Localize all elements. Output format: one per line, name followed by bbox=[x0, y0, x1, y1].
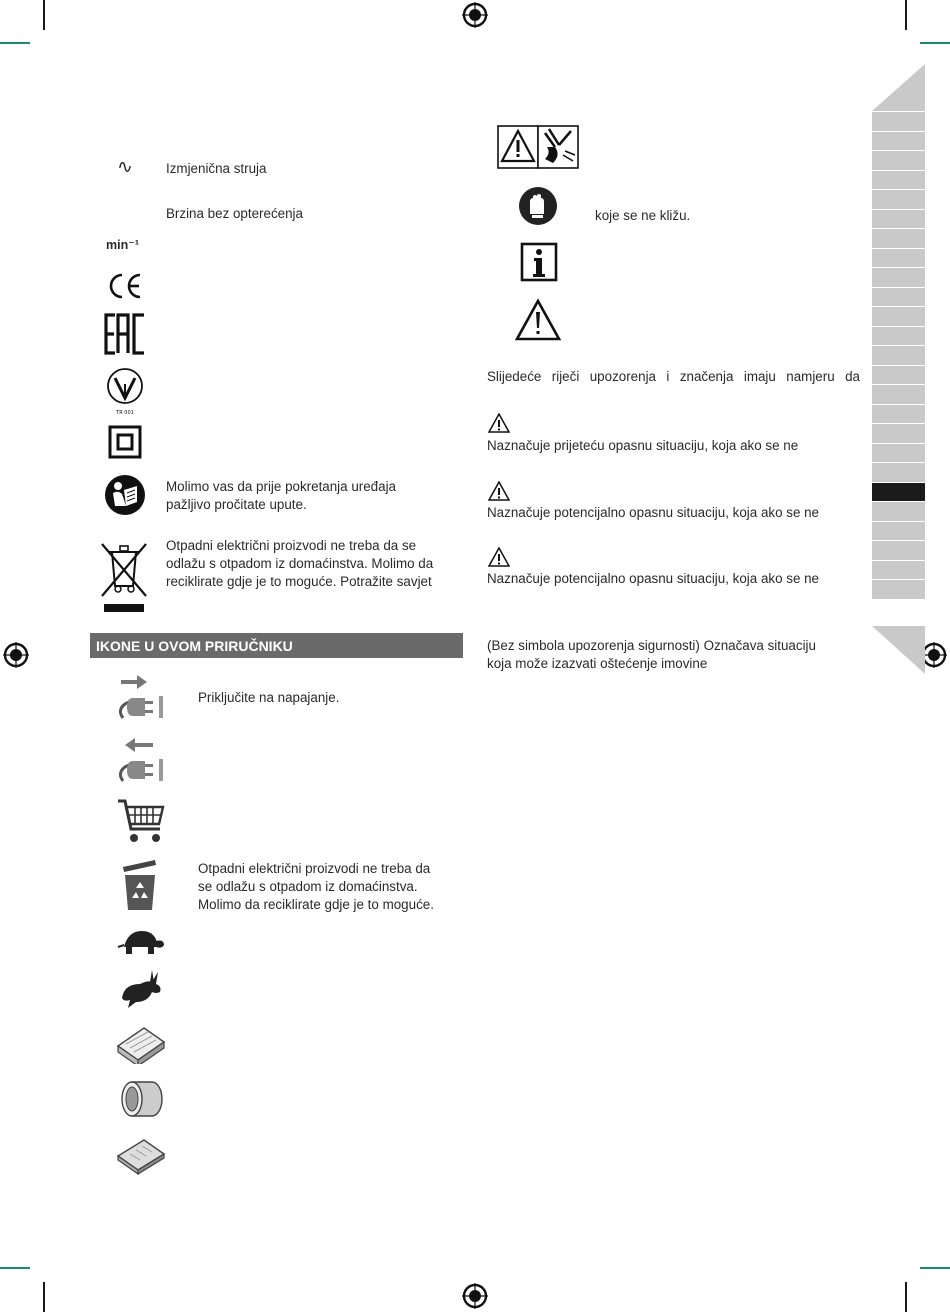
ce-mark-icon bbox=[107, 272, 143, 300]
notice-line: (Bez simbola upozorenja sigurnosti) Označava situaciju bbox=[487, 638, 816, 653]
language-tab bbox=[872, 151, 925, 171]
language-tab bbox=[872, 385, 925, 405]
notice-text bbox=[487, 637, 867, 673]
language-tab bbox=[872, 268, 925, 288]
signal-words-intro: Slijedeće riječi upozorenja i značenja imaju namjeru da bbox=[487, 369, 860, 384]
registration-target-icon bbox=[462, 1283, 488, 1309]
language-tab bbox=[872, 424, 925, 444]
metal-sheet-icon bbox=[116, 1136, 166, 1176]
language-tab bbox=[872, 171, 925, 191]
registration-target-icon bbox=[3, 642, 29, 668]
language-tab bbox=[872, 229, 925, 249]
ac-tilde-icon: ∿ bbox=[117, 156, 133, 178]
crop-mark bbox=[43, 0, 45, 30]
unplug-icon bbox=[115, 733, 167, 785]
language-tab bbox=[872, 366, 925, 386]
weee-line: odlažu s otpadom iz domaćinstva. Molimo da bbox=[166, 556, 434, 571]
read-manual-text bbox=[166, 478, 456, 514]
recycle-bin-icon bbox=[119, 858, 161, 912]
caution-text: Naznačuje potencijalno opasnu situaciju, koja ako se ne bbox=[487, 571, 820, 586]
language-tab bbox=[872, 249, 925, 269]
caution-triangle-icon bbox=[515, 298, 561, 342]
language-tab bbox=[872, 541, 925, 561]
language-tab bbox=[872, 444, 925, 464]
read-manual-line: pažljivo pročitate upute. bbox=[166, 497, 307, 512]
plug-in-label: Priključite na napajanje. bbox=[198, 690, 340, 705]
language-tab bbox=[872, 580, 925, 600]
notice-line: koja može izazvati oštećenje imovine bbox=[487, 656, 708, 671]
language-tab bbox=[872, 210, 925, 230]
recycle-line: se odlažu s otpadom iz domaćinstva. bbox=[198, 879, 418, 894]
warning-text: Naznačuje potencijalno opasnu situaciju, koja ako se ne bbox=[487, 505, 820, 520]
ukraine-conformity-icon bbox=[105, 366, 145, 416]
rpm-unit-icon: min⁻¹ bbox=[106, 238, 139, 252]
crop-mark bbox=[0, 1267, 30, 1269]
rabbit-fast-icon bbox=[118, 970, 164, 1010]
crop-mark bbox=[905, 1282, 907, 1312]
caution-warning-icon bbox=[488, 547, 510, 567]
crop-mark bbox=[905, 0, 907, 30]
read-manual-icon bbox=[104, 474, 146, 516]
warning-hand-cut-icon bbox=[497, 125, 581, 169]
registration-target-icon bbox=[462, 2, 488, 28]
language-tab bbox=[872, 132, 925, 152]
language-tab bbox=[872, 327, 925, 347]
danger-text: Naznačuje prijeteću opasnu situaciju, koja ako se ne bbox=[487, 438, 799, 453]
weee-line: Otpadni električni proizvodi ne treba da se bbox=[166, 538, 417, 553]
language-tab bbox=[872, 307, 925, 327]
danger-warning-icon bbox=[488, 413, 510, 433]
double-insulation-icon bbox=[108, 425, 142, 459]
recycle-line: Molimo da reciklirate gdje je to moguće. bbox=[198, 897, 434, 912]
recycle-line: Otpadni električni proizvodi ne treba da bbox=[198, 861, 431, 876]
crop-mark bbox=[920, 42, 950, 44]
ac-current-label: Izmjenična struja bbox=[166, 161, 267, 176]
language-tab bbox=[872, 463, 925, 483]
recycle-text bbox=[198, 860, 458, 914]
read-manual-line: Molimo vas da prije pokretanja uređaja bbox=[166, 479, 396, 494]
wood-material-icon bbox=[116, 1024, 166, 1064]
turtle-slow-icon bbox=[116, 927, 166, 957]
plug-in-icon bbox=[115, 670, 167, 722]
shopping-cart-icon bbox=[116, 797, 166, 845]
info-icon bbox=[520, 242, 558, 282]
language-tab bbox=[872, 502, 925, 522]
gloves-icon bbox=[518, 186, 558, 226]
tab-strip-bottom-triangle bbox=[870, 626, 926, 676]
crop-mark bbox=[0, 42, 30, 44]
crop-mark bbox=[43, 1282, 45, 1312]
language-tab bbox=[872, 405, 925, 425]
warning-warning-icon bbox=[488, 481, 510, 501]
language-tab bbox=[872, 288, 925, 308]
pipe-material-icon bbox=[118, 1078, 164, 1120]
weee-text bbox=[166, 537, 461, 591]
eac-mark-icon bbox=[104, 313, 146, 355]
weee-line: reciklirate gdje je to moguće. Potražite savjet bbox=[166, 574, 432, 589]
svg-text:TR 001: TR 001 bbox=[116, 410, 134, 416]
tab-strip-top-triangle bbox=[870, 64, 926, 112]
gloves-label: koje se ne kližu. bbox=[595, 208, 691, 223]
language-tab-active bbox=[872, 483, 925, 503]
no-load-speed-label: Brzina bez opterećenja bbox=[166, 206, 303, 221]
language-tab bbox=[872, 190, 925, 210]
language-tab bbox=[872, 112, 925, 132]
section-heading: IKONE U OVOM PRIRUČNIKU bbox=[90, 633, 463, 658]
weee-bin-icon bbox=[98, 540, 150, 614]
language-tab-strip bbox=[872, 112, 925, 600]
language-tab bbox=[872, 346, 925, 366]
crop-mark bbox=[920, 1267, 950, 1269]
language-tab bbox=[872, 561, 925, 581]
language-tab bbox=[872, 522, 925, 542]
